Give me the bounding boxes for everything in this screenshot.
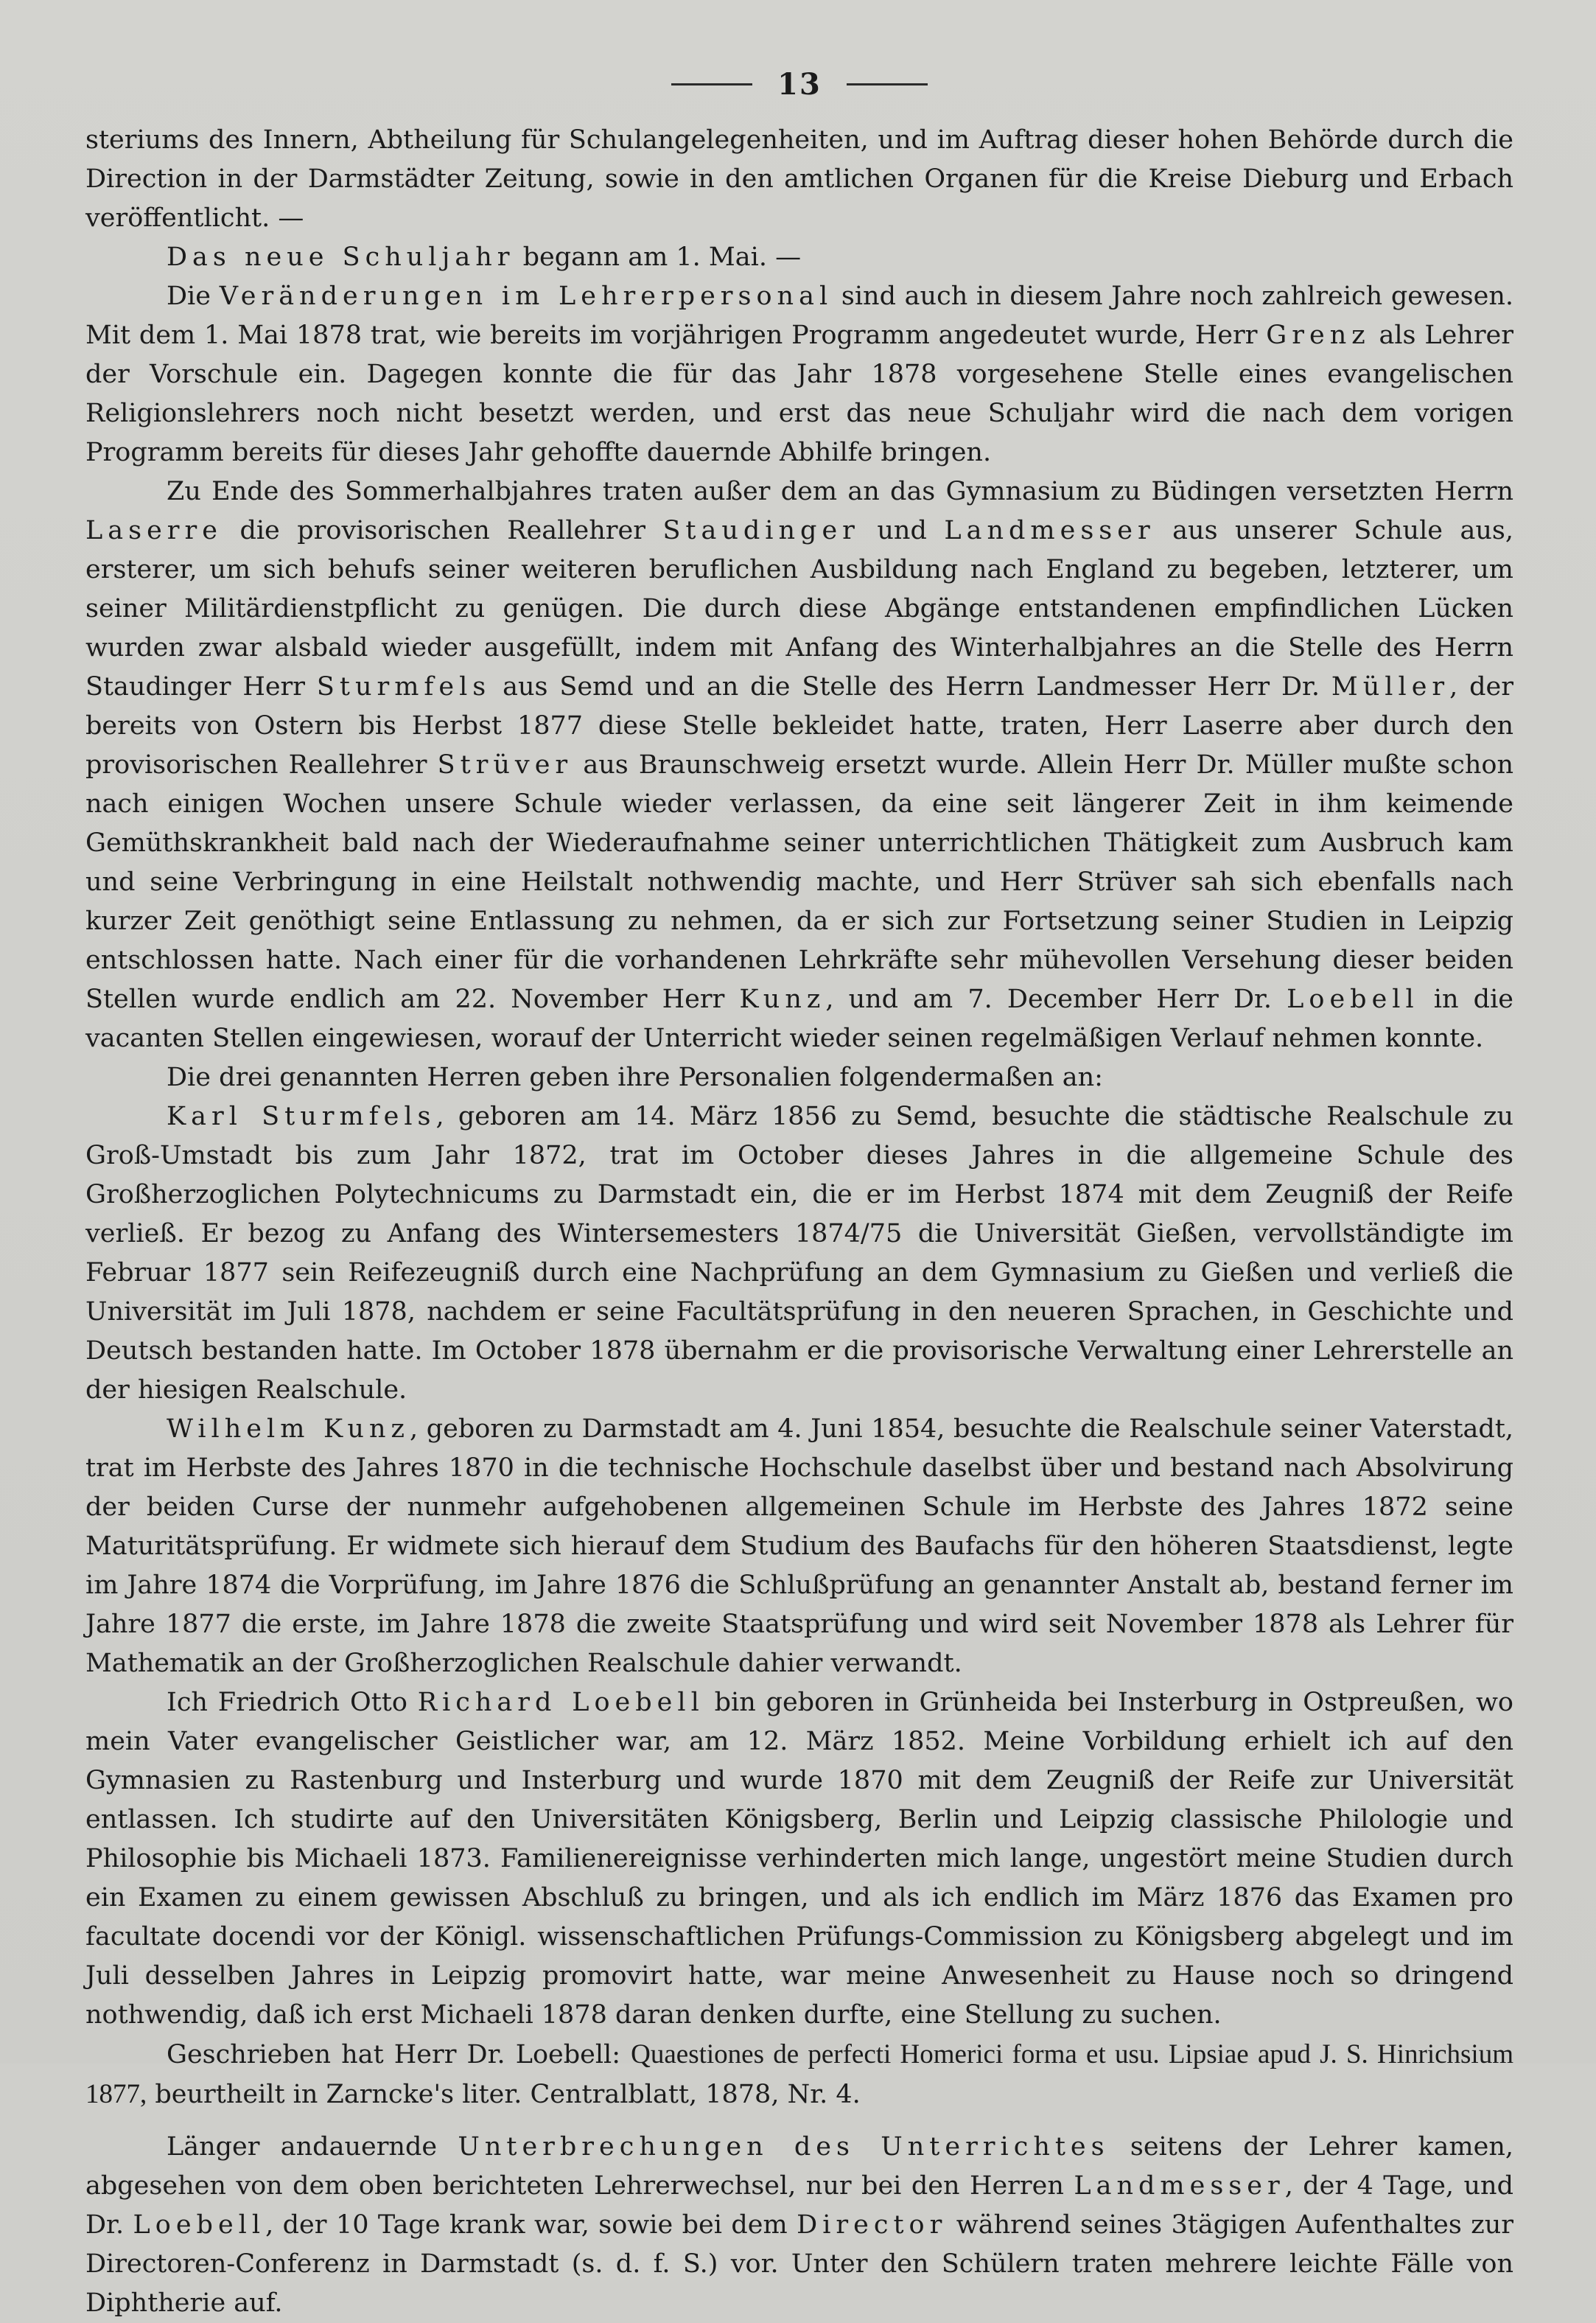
page-number: 13 <box>777 66 822 102</box>
latin-title: Quaestiones de perfecti Homerici forma et usu. Lipsiae apud J. S. Hinrichsium 1877, <box>85 2039 1513 2109</box>
spaced-name: Wilhelm Kunz <box>167 1414 410 1444</box>
spaced-term: Veränderungen im Lehrerpersonal <box>219 282 833 311</box>
spaced-name: Sturmfels <box>316 672 491 702</box>
para-school-year: Das neue Schuljahr begann am 1. Mai. — <box>167 242 802 272</box>
spaced-term: Das neue Schuljahr <box>167 242 515 272</box>
spaced-name: Landmesser <box>944 516 1155 545</box>
spaced-name: Müller <box>1331 672 1450 702</box>
spaced-name: Grenz <box>1266 321 1371 350</box>
spaced-name: Laserre <box>85 516 223 545</box>
para-ministry: steriums des Innern, Abtheilung für Schulangelegenheiten, und im Auftrag dieser hohen Behörde durch die Direction in der Darmstädter Zeitung, sowie in den amtlichen Organen für die Kreise Dieburg und Erbach veröffentlicht. — <box>85 125 1513 233</box>
header-rule-right <box>847 83 928 85</box>
spaced-name: Staudinger <box>662 516 860 545</box>
spaced-name: Loebell <box>1287 985 1419 1014</box>
spaced-term: Unterbrechungen des Unterrichtes <box>458 2132 1110 2162</box>
para-kunz: Wilhelm Kunz, geboren zu Darmstadt am 4. Juni 1854, besuchte die Realschule seiner Vaterstadt, trat im Herbste des Jahres 1870 in die technische Hochschule daselbst über und bestand nach Absolvirung der beiden Curse der nunmehr aufgehobenen allgemeinen Schule im Herbste des Jahres 1872 seine Maturitätsprüfung. Er widmete sich hierauf dem Studium des Baufachs für den höheren Staatsdienst, legte im Jahre 1874 die Vorprüfung, im Jahre 1876 die Schlußprüfung an genannter Anstalt ab, bestand ferner im Jahre 1877 die erste, im Jahre 1878 die zweite Staatsprüfung und wird seit November 1878 als Lehrer für Mathematik an der Großherzoglichen Realschule dahier verwandt. <box>85 1414 1513 1678</box>
spaced-name: Richard Loebell <box>417 1688 704 1717</box>
body-text <box>85 121 1513 2323</box>
para-interruptions: Länger andauernde Unterbrechungen des Unterrichtes seitens der Lehrer kamen, abgesehen von dem oben berichteten Lehrerwechsel, nur bei den Herren Landmesser, der 4 Tage, und Dr. Loebell, der 10 Tage krank war, sowie bei dem Director während seines 3tägigen Aufenthaltes zur Directoren-Conferenz in Darmstadt (s. d. f. S.) vor. Unter den Schülern traten mehrere leichte Fälle von Diphtherie auf. <box>85 2132 1513 2318</box>
para-summer-term: Zu Ende des Sommerhalbjahres traten außer dem an das Gymnasium zu Büdingen versetzten Herrn Laserre die provisorischen Reallehrer Staudinger und Landmesser aus unserer Schule aus, ersterer, um sich behufs seiner weiteren beruflichen Ausbildung nach England zu begeben, letzterer, um seiner Militärdienstpflicht zu genügen. Die durch diese Abgänge entstandenen empfindlichen Lücken wurden zwar alsbald wieder ausgefüllt, indem mit Anfang des Winterhalbjahres an die Stelle des Herrn Staudinger Herr Sturmfels aus Semd und an die Stelle des Herrn Landmesser Herr Dr. Müller, der bereits von Ostern bis Herbst 1877 diese Stelle bekleidet hatte, traten, Herr Laserre aber durch den provisorischen Reallehrer Strüver aus Braunschweig ersetzt wurde. Allein Herr Dr. Müller mußte schon nach einigen Wochen unsere Schule wieder verlassen, da eine seit längerer Zeit in ihm keimende Gemüthskrankheit bald nach der Wiederaufnahme seiner unterrichtlichen Thätigkeit zum Ausbruch kam und seine Verbringung in eine Heilstalt nothwendig machte, und Herr Strüver sah sich ebenfalls nach kurzer Zeit genöthigt seine Entlassung zu nehmen, da er sich zur Fortsetzung seiner Studien in Leipzig entschlossen hatte. Nach einer für die vorhandenen Lehrkräfte sehr mühevollen Versehung dieser beiden Stellen wurde endlich am 22. November Herr Kunz, und am 7. December Herr Dr. Loebell in die vacanten Stellen eingewiesen, worauf der Unterricht wieder seinen regelmäßigen Verlauf nehmen konnte. <box>85 477 1513 1053</box>
spaced-name: Director <box>797 2210 948 2240</box>
spaced-name: Strüver <box>437 750 573 780</box>
para-staff-changes: Die Veränderungen im Lehrerpersonal sind auch in diesem Jahre noch zahlreich gewesen. Mit dem 1. Mai 1878 trat, wie bereits im vorjährigen Programm angedeutet wurde, Herr Grenz als Lehrer der Vorschule ein. Dagegen konnte die für das Jahr 1878 vorgesehene Stelle eines evangelischen Religionslehrers noch nicht besetzt werden, und erst das neue Schuljahr wird die nach dem vorigen Programm bereits für dieses Jahr gehoffte dauernde Abhilfe bringen. <box>85 282 1513 467</box>
para-intro-personalia: Die drei genannten Herren geben ihre Personalien folgendermaßen an: <box>167 1063 1103 1092</box>
spaced-name: Kunz <box>739 985 826 1014</box>
spaced-name: Landmesser <box>1074 2171 1285 2201</box>
header-rule-left <box>671 83 752 85</box>
para-loebell: Ich Friedrich Otto Richard Loebell bin geboren in Grünheida bei Insterburg in Ostpreußen, wo mein Vater evangelischer Geistlicher war, am 12. März 1852. Meine Vorbildung erhielt ich auf den Gymnasien zu Rastenburg und Insterburg und wurde 1870 mit dem Zeugniß der Reife zur Universität entlassen. Ich studirte auf den Universitäten Königsberg, Berlin und Leipzig classische Philologie und Philosophie bis Michaeli 1873. Familienereignisse verhinderten mich lange, ungestört meine Studien durch ein Examen zu einem gewissen Abschluß zu bringen, und als ich endlich im März 1876 das Examen pro facultate docendi vor der Königl. wissenschaftlichen Prüfungs-Commission zu Königsberg abgelegt und im Juli desselben Jahres in Leipzig promovirt hatte, war meine Anwesenheit zu Hause noch so dringend nothwendig, daß ich erst Michaeli 1878 daran denken durfte, eine Stellung zu suchen. <box>85 1688 1513 2030</box>
spaced-name: Karl Sturmfels <box>167 1102 436 1131</box>
page-header <box>85 66 1513 102</box>
para-publication: Geschrieben hat Herr Dr. Loebell: Quaestiones de perfecti Homerici forma et usu. Lipsiae apud J. S. Hinrichsium 1877, beurtheilt in Zarncke's liter. Centralblatt, 1878, Nr. 4. <box>85 2039 1513 2109</box>
spaced-name: Loebell <box>133 2210 266 2240</box>
para-sturmfels: Karl Sturmfels, geboren am 14. März 1856 zu Semd, besuchte die städtische Realschule zu Groß-Umstadt bis zum Jahr 1872, trat im October dieses Jahres in die allgemeine Schule des Großherzoglichen Polytechnicums zu Darmstadt ein, die er im Herbst 1874 mit dem Zeugniß der Reife verließ. Er bezog zu Anfang des Wintersemesters 1874/75 die Universität Gießen, vervollständigte im Februar 1877 sein Reifezeugniß durch eine Nachprüfung an dem Gymnasium zu Gießen und verließ die Universität im Juli 1878, nachdem er seine Facultätsprüfung in den neueren Sprachen, in Geschichte und Deutsch bestanden hatte. Im October 1878 übernahm er die provisorische Verwaltung einer Lehrerstelle an der hiesigen Realschule. <box>85 1102 1514 1405</box>
